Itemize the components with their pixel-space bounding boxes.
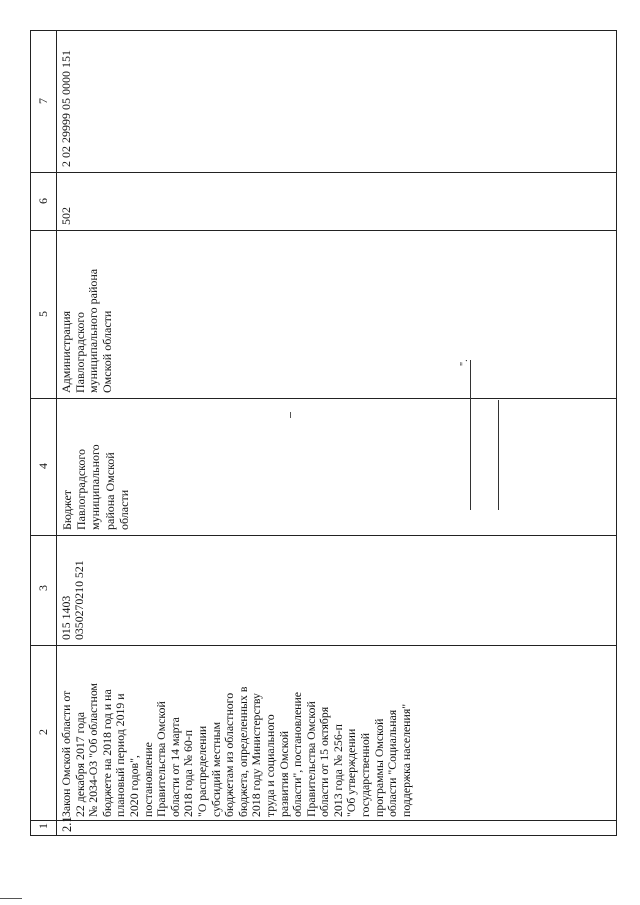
cell-budget-code: 015 1403 0350270210 521 [59,560,86,640]
header-number-5: 5 [36,311,50,317]
header-number-3: 3 [36,585,50,591]
cell-income-code: 2 02 29999 05 0000 151 [59,50,73,167]
header-number-4: 4 [36,463,50,469]
grid-line [30,30,31,835]
signature-line [498,400,499,510]
grid-line [30,30,617,31]
header-number-6: 6 [36,198,50,204]
cell-administrator: Администрация Павлоградского муниципального района Омской области [59,268,114,393]
grid-line [56,30,57,835]
cell-row-number: 2.1 [60,816,74,832]
closing-quote: ". [459,359,470,366]
signature-line [470,360,471,510]
cell-budget-name: Бюджет Павлоградского муниципального района Омской области [60,444,131,530]
header-number-7: 7 [36,98,50,104]
grid-line [616,30,617,835]
grid-line [30,835,617,836]
scan-mark [290,412,291,418]
header-number-2: 2 [36,729,50,735]
grid-line [30,645,617,646]
grid-line [30,172,617,173]
cell-legal-basis: Закон Омской области от 22 декабря 2017 года № 2034-ОЗ "Об областном бюджете на 2018 год и на плановый период 2019 и 2020 годов", постановление Правительства Омской области от 14 марта 2018 года № 60-п "О распределении субсидий местным бюджетам из областного бюджета, определенных в 2018 году Министерству труда и социального развития Омской области", постановление Правительства Омской области от 15 октября 2013 года № 256-п "Об утверждении государственной программы Омской области "Социальная поддержка населения" [59,683,413,817]
cell-code-502: 502 [59,207,73,225]
header-number-1: 1 [36,823,50,829]
scan-mark [0,898,22,899]
grid-line [30,820,617,821]
grid-line [30,230,617,231]
grid-line [30,535,617,536]
